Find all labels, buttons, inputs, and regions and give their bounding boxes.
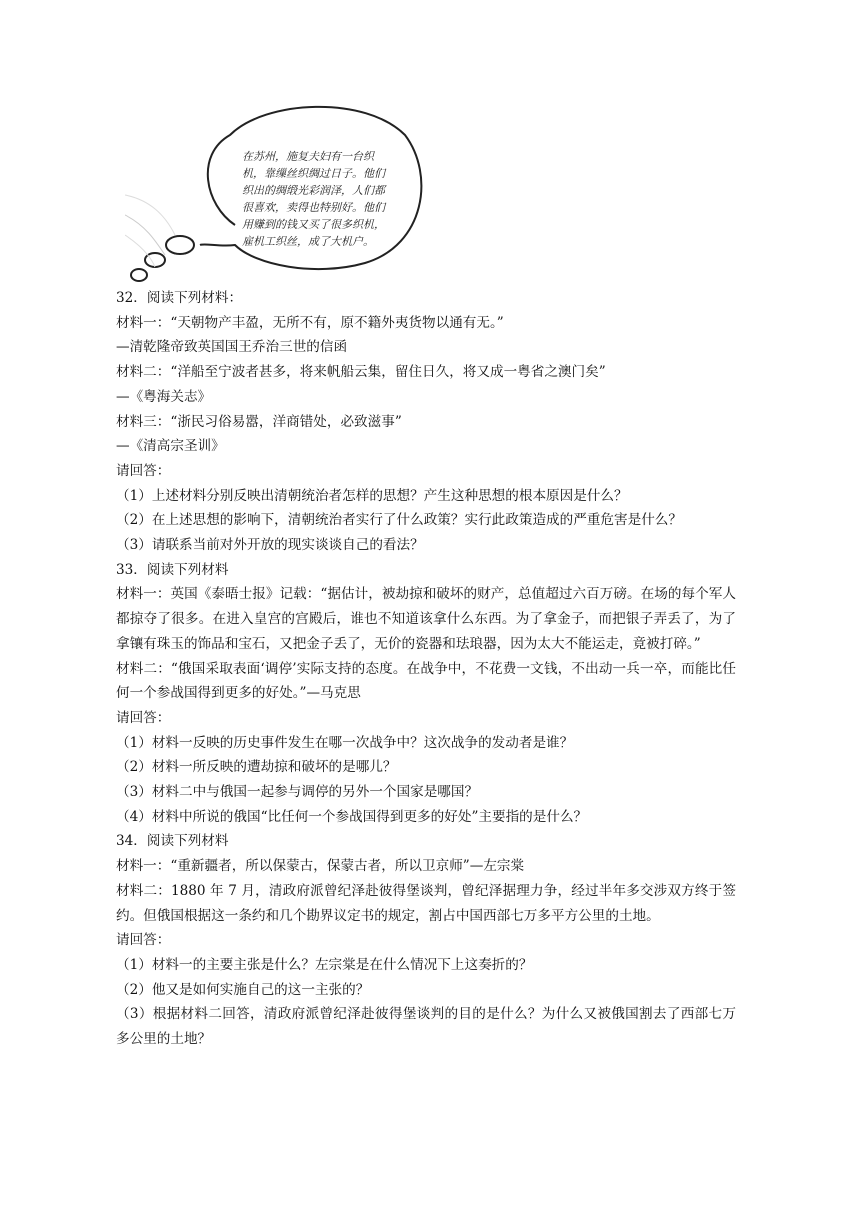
bubble-line: 雇机工织丝，成了大机户。 [242, 235, 374, 248]
q33-question-3: （3）材料二中与俄国一起参与调停的另外一个国家是哪国？ [116, 784, 479, 801]
bubble-line: 织出的绸缎光彩润泽，人们都 [242, 184, 385, 197]
bubble-line: 机，靠缫丝织绸过日子。他们 [242, 167, 385, 180]
q32-question-3: （3）请联系当前对外开放的现实谈谈自己的看法？ [116, 537, 424, 554]
q33-question-2: （2）材料一所反映的遭劫掠和破坏的是哪儿？ [116, 759, 397, 776]
q33-material-1: 材料一：英国《泰晤士报》记载：“据估计，被劫掠和破坏的财产，总值超过六百万磅。在场的每个军人都掠夺了很多。在进入皇宫的宫殿后，谁也不知道该拿什么东西。为了拿金子，而把银子弄丢了，为了拿镶有珠玉的饰品和宝石，又把金子丢了，无价的瓷器和珐琅器，因为太大不能运走，竟被打碎。” [116, 586, 736, 652]
q33-ask: 请回答： [116, 709, 171, 726]
q33-question-4: （4）材料中所说的俄国“比任何一个参战国得到更多的好处”主要指的是什么？ [116, 808, 588, 825]
q32-question-2: （2）在上述思想的影响下，清朝统治者实行了什么政策？实行此政策造成的严重危害是什么？ [116, 512, 682, 529]
q32-material-2-source: —《粤海关志》 [116, 388, 212, 405]
q34-title: 34．阅读下列材料 [116, 833, 229, 850]
q32-ask: 请回答： [116, 462, 171, 479]
questions-content [116, 286, 736, 1052]
bubble-line: 在苏州，施复夫妇有一台织 [242, 150, 374, 163]
q34-ask: 请回答： [116, 932, 171, 949]
q33-title: 33．阅读下列材料 [116, 561, 229, 578]
q34-question-1: （1）材料一的主要主张是什么？左宗棠是在什么情况下上这奏折的？ [116, 956, 533, 973]
bubble-text [242, 148, 442, 250]
q34-question-2: （2）他又是如何实施自己的这一主张的？ [116, 981, 370, 998]
q34-material-1: 材料一：“重新疆者，所以保蒙古，保蒙古者，所以卫京师”—左宗棠 [116, 858, 525, 875]
q33-material-2: 材料二：“俄国采取表面‘调停’实际支持的态度。在战争中，不花费一文钱，不出动一兵一卒，而能比任何一个参战国得到更多的好处。”—马克思 [116, 660, 736, 702]
q32-question-1: （1）上述材料分别反映出清朝统治者怎样的思想？产生这种思想的根本原因是什么？ [116, 487, 628, 504]
q34-material-2: 材料二：1880 年 7 月，清政府派曾纪泽赴彼得堡谈判，曾纪泽据理力争，经过半年多交涉双方终于签约。但俄国根据这一条约和几个勘界议定书的规定，割占中国西部七万多平方公里的土地。 [116, 882, 736, 924]
bubble-line: 用赚到的钱又买了很多织机， [242, 218, 385, 231]
q32-material-1-source: —清乾隆帝致英国国王乔治三世的信函 [116, 339, 348, 356]
q32-material-3: 材料三：“浙民习俗易嚣，洋商错处，必致滋事” [116, 413, 402, 430]
q32-material-1: 材料一：“天朝物产丰盈，无所不有，原不籍外夷货物以通有无。” [116, 314, 504, 331]
q32-material-2: 材料二：“洋船至宁波者甚多，将来帆船云集，留住日久，将又成一粤省之澳门矣” [116, 364, 606, 381]
q32-material-3-source: —《清高宗圣训》 [116, 438, 225, 455]
bubble-line: 很喜欢，卖得也特别好。他们 [242, 201, 385, 214]
q32-title: 32．阅读下列材料： [116, 290, 243, 306]
q33-question-1: （1）材料一反映的历史事件发生在哪一次战争中？这次战争的发动者是谁？ [116, 734, 574, 751]
q34-question-3: （3）根据材料二回答，清政府派曾纪泽赴彼得堡谈判的目的是什么？为什么又被俄国割去了西部七万多公里的土地？ [116, 1006, 736, 1048]
